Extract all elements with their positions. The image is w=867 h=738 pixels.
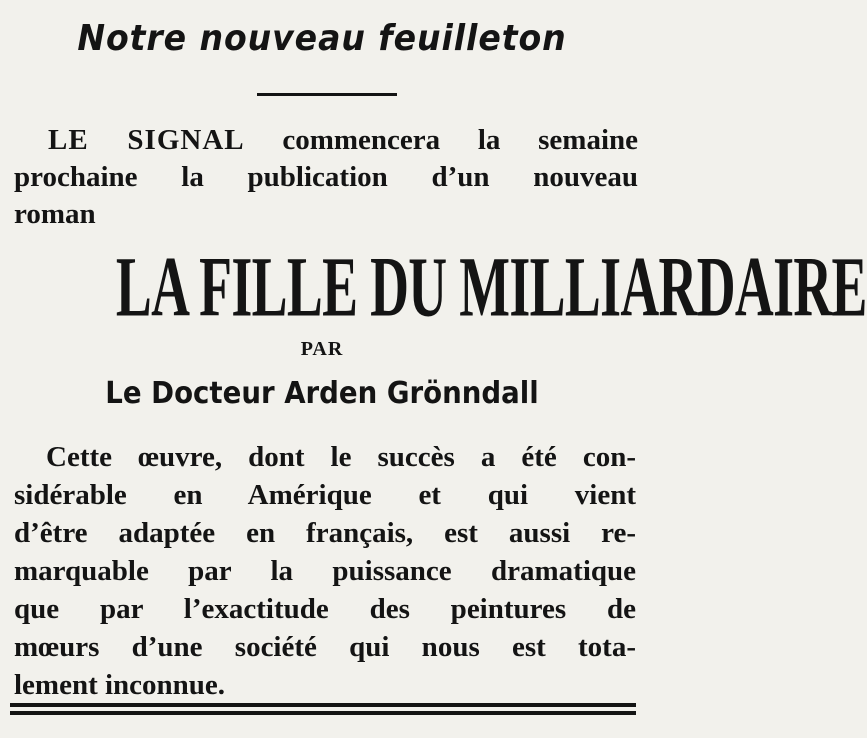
announcement-paragraph [14,122,638,233]
body-line: que par l’exactitude des peintures de [14,593,636,625]
body-line: sidérable en Amérique et qui vient [14,479,636,511]
newspaper-name: LE SIGNAL [48,124,245,156]
author-name: Le Docteur Arden Grönndall [105,376,539,411]
double-rule-divider [10,703,636,715]
rule-line-top [10,703,636,707]
novel-title: LA FILLE DU MILLIARDAIRE [115,240,867,335]
description-paragraph [14,438,636,704]
intro-line-2: prochaine la publication d’un nouveau [14,161,638,193]
by-label: PAR [300,338,344,360]
body-line: d’être adaptée en français, est aussi re- [14,517,636,549]
body-line: Cette œuvre, dont le succès a été con- [46,441,636,473]
intro-line-1-rest: commencera la semaine [282,124,638,156]
intro-line-3: roman [14,198,96,230]
body-line: mœurs d’une société qui nous est tota- [14,631,636,663]
rule-line-bottom [10,711,636,715]
heading-underline-rule [257,93,397,96]
body-line: lement inconnue. [14,669,226,701]
body-line: marquable par la puissance dramatique [14,555,636,587]
intro-line-1 [14,122,638,159]
section-heading: Notre nouveau feuilleton [77,18,567,59]
